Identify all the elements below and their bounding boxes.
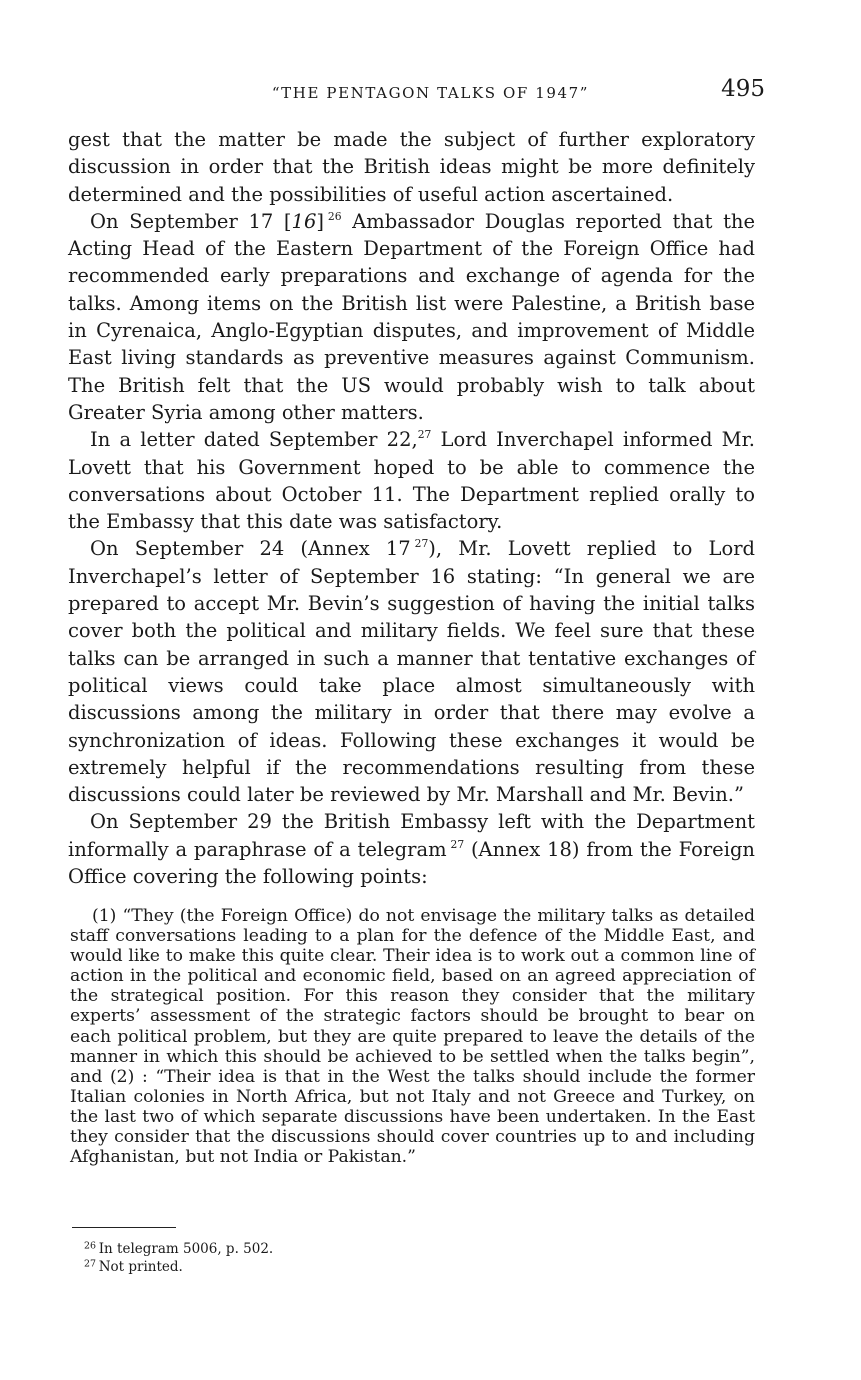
footnote-rule [72, 1227, 176, 1228]
paragraph-text: gest that the matter be made the subject of further exploratory discussion in order that the British ideas might be more definitely determined and the possibilities of useful action ascertained. [68, 128, 755, 206]
footnote-27: $^{27}$ Not printed. [84, 1258, 183, 1275]
footnotes [84, 1240, 584, 1276]
page-number: 495 [721, 76, 765, 102]
paragraph-inverchapel-letter: In a letter dated September 22,27 Lord Inverchapel informed Mr. Lovett that his Government hoped to be able to commence the conversations about October 11. The Department replied orally to the Embassy that this date was satisfactory. [68, 428, 755, 534]
footnote-ref-26: 26 [327, 209, 342, 223]
body-text [68, 126, 755, 890]
quote-text: (1) “They (the Foreign Office) do not envisage the military talks as detailed staff conversations leading to a plan for the defence of the Middle East, and would like to make this quite clear. Their idea is to work out a common line of action in the political and economic field, based on an agreed appreciation of the strategical position. For this reason they consider that the military experts’ assessment of the strategic factors should be brought to bear on each political problem, but they are quite prepared to leave the details of the manner in which this should be achieved to be settled when the talks begin”, and (2) : “Their idea is that in the West the talks should include the former Italian colonies in North Africa, but not Italy and not Greece and Turkey, on the last two of which separate discussions have been undertaken. In the East they consider that the discussions should cover countries up to and including Afghanistan, but not India or Pakistan.” [70, 906, 755, 1168]
paragraph-continued [68, 126, 755, 208]
footnote-ref-27: 27 [450, 837, 465, 851]
footnote-ref-27: 27 [414, 537, 429, 551]
paragraph-lovett-reply: On September 24 (Annex 17 $^{27}$), Mr. Lovett replied to Lord Inverchapel’s letter of September 16 stating: “In general we are prepared to accept Mr. Bevin’s suggestion of having the initial talks cover both the political and military fields. We feel sure that these talks can be arranged in such a manner that tentative exchanges of political views could take place almost simultaneously with discussions among the military in order that there may evolve a synchronization of ideas. Following these exchanges it would be extremely helpful if the recommendations resulting from these discussions could later be reviewed by Mr. Marshall and Mr. Bevin.” [68, 537, 755, 807]
block-quote [70, 906, 755, 1167]
paragraph-douglas-report: On September 17 [16] $^{26}$ Ambassador Douglas reported that the Acting Head of the Eastern Department of the Foreign Office had recommended early preparations and exchange of agenda for the talks. Among items on the British list were Palestine, a British base in Cyrenaica, Anglo-Egyptian disputes, and improvement of Middle East living standards as preventive measures against Communism. The British felt that the US would probably wish to talk about Greater Syria among other matters. [68, 209, 756, 424]
paragraph-embassy-telegram: On September 29 the British Embassy left with the Department informally a paraphrase of a telegram $^{27}$ (Annex 18) from the Foreign Office covering the following points: [68, 810, 755, 889]
corrected-date: 16 [291, 209, 317, 233]
footnote-26: $^{26}$ In telegram 5006, p. 502. [84, 1240, 274, 1257]
footnote-ref-27: 27 [417, 428, 432, 442]
running-title: “THE PENTAGON TALKS OF 1947” [271, 84, 590, 102]
